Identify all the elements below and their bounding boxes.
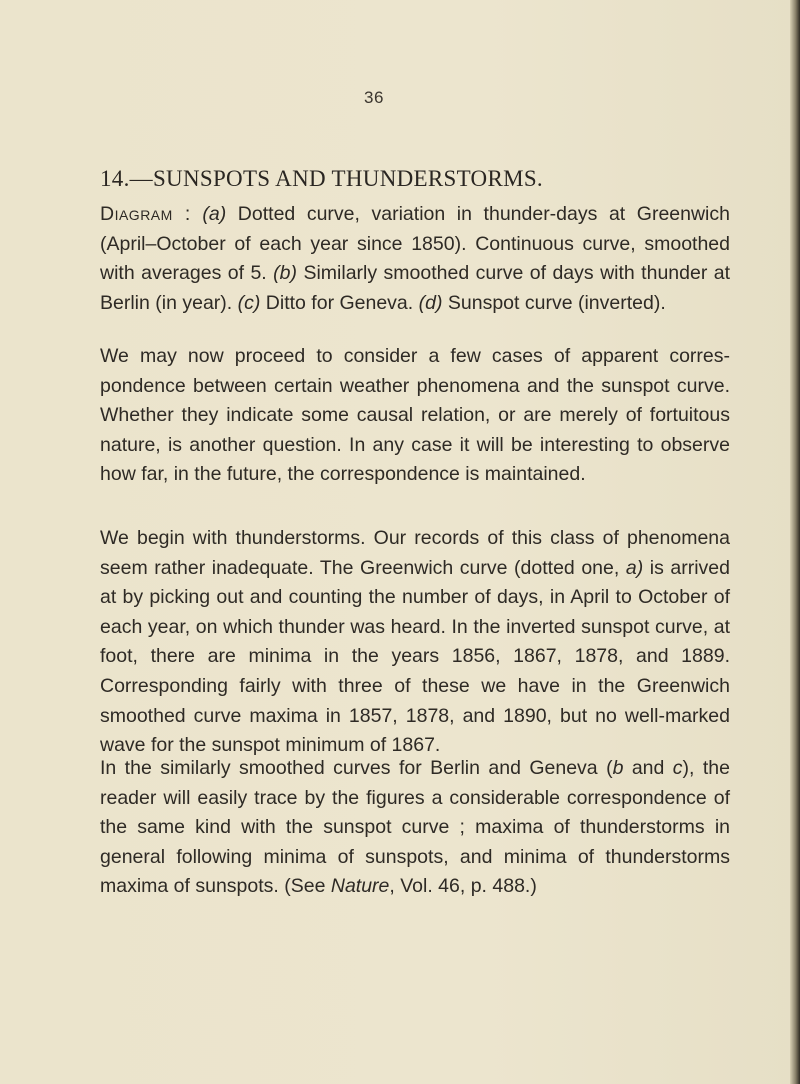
caption-text-b: Similarly smoothed curve of days with thunder at Berlin (in year). xyxy=(100,262,731,314)
paragraph3-text-after: , Vol. 46, p. 488.) xyxy=(389,875,537,898)
paragraph3-and: and xyxy=(623,757,673,779)
caption-marker-a: (a) xyxy=(202,203,227,225)
diagram-caption xyxy=(100,200,730,318)
paragraph2-text-before: We begin with thunderstorms. Our records of this class of phenomena seem rather inadequate. The Greenwich curve (dotted one, xyxy=(100,527,730,579)
paragraph2-text-after: is arrived at by picking out and counting the number of days, in April to October of each year, on which thunder was heard. In the inverted sunspot curve, at foot, there are minima in the years 1856, 1867, 1878, and 1889. Corresponding fairly with three of these we have in the Greenwich smoothed curve maxima in 1857, 1878, and 1890, but no well-marked wave for the sunspot minimum of 1867. xyxy=(100,556,730,757)
paragraph-thunderstorms xyxy=(100,524,730,761)
paragraph3-marker-c: c xyxy=(672,757,683,779)
caption-marker-c: (c) xyxy=(237,291,261,314)
journal-title: Nature xyxy=(330,875,390,898)
paragraph3-marker-b: b xyxy=(612,757,624,779)
paragraph-berlin-geneva xyxy=(100,754,730,902)
page-edge-shadow xyxy=(790,0,800,1084)
caption-text-a: Dotted curve, variation in thunder-days at Greenwich (April–October of each year since 1850). Continuous curve, smoothed with averages of 5. xyxy=(100,203,730,285)
page-number: 36 xyxy=(364,88,384,107)
paragraph-correspondence: We may now proceed to consider a few cases of apparent correspondence between certain weather phenomena and the sunspot curve. Whether they indicate some causal relation, or are merely of fortuitous nature, is another question. In any case it will be interesting to observe how far, in the future, the correspondence is maintained. xyxy=(100,345,730,486)
paragraph3-text-mid: ), the reader will easily trace by the figures a considerable correspondence of the same kind with the sunspot curve ; maxima of thunderstorms in general following minima of sunspots, and minima of thunderstorms maxima of sunspots. (See xyxy=(100,757,730,898)
paragraph2-marker: a) xyxy=(625,556,644,579)
caption-text-d: Sunspot curve (inverted). xyxy=(442,291,666,314)
section-heading: 14.—SUNSPOTS AND THUNDERSTORMS. xyxy=(100,166,543,191)
paragraph3-text-before: In the similarly smoothed curves for Berlin and Geneva ( xyxy=(100,757,613,779)
caption-marker-d: (d) xyxy=(418,291,443,314)
caption-text-c: Ditto for Geneva. xyxy=(260,291,419,314)
caption-marker-b: (b) xyxy=(273,262,298,285)
caption-label: Diagram : xyxy=(100,203,191,225)
